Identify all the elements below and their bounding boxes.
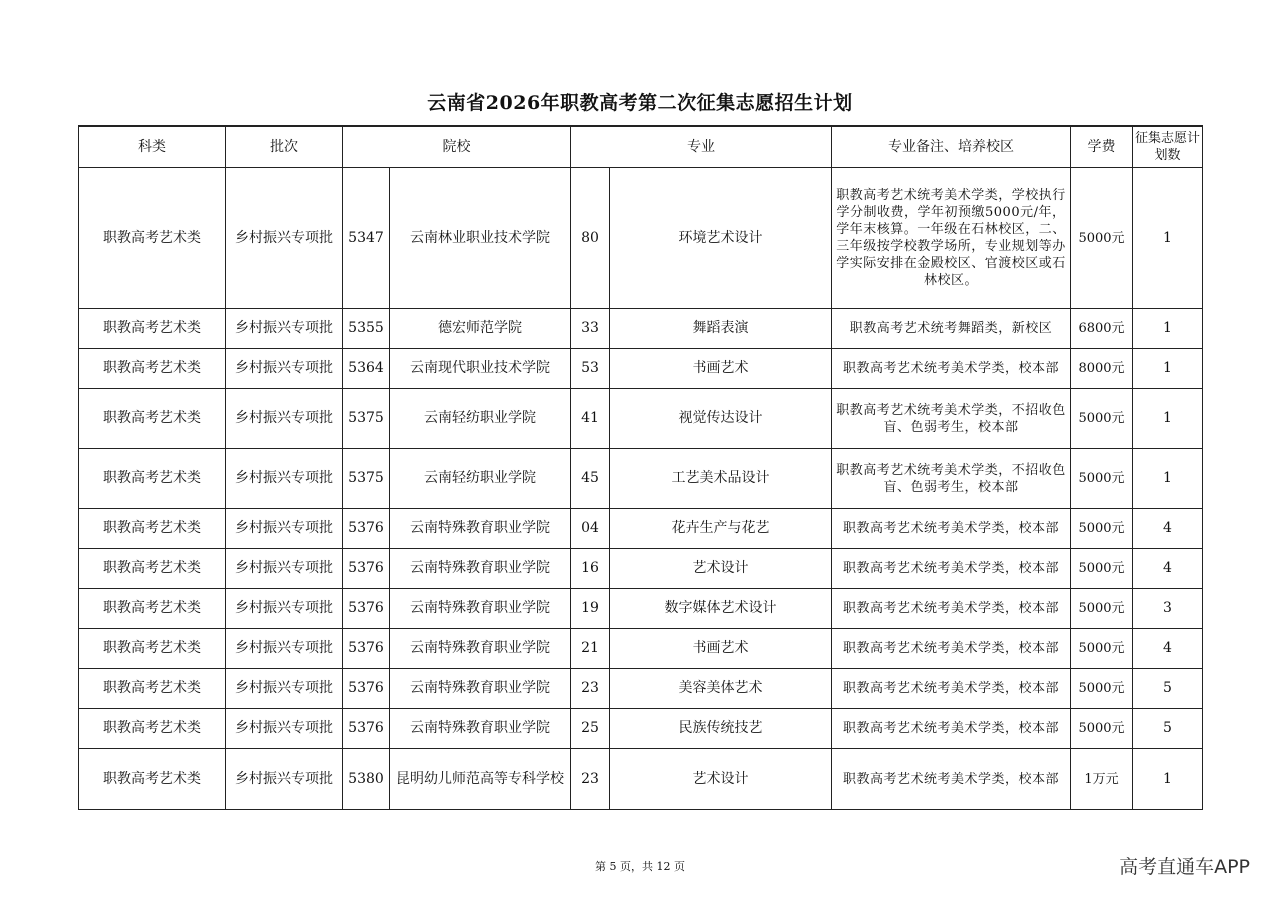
row-school: 昆明幼儿师范高等专科学校	[390, 749, 571, 810]
row-major: 书画艺术	[610, 629, 832, 669]
row-count: 1	[1133, 449, 1203, 509]
row-major-code: 25	[571, 709, 610, 749]
row-count: 5	[1133, 669, 1203, 709]
header-major: 专业	[571, 126, 832, 168]
document-title: 云南省2026年职教高考第二次征集志愿招生计划	[427, 92, 853, 114]
row-fee: 5000元	[1071, 168, 1133, 309]
table-row	[79, 449, 1203, 509]
row-batch: 乡村振兴专项批	[226, 749, 343, 810]
row-category: 职教高考艺术类	[79, 709, 226, 749]
row-school: 云南特殊教育职业学院	[390, 549, 571, 589]
row-batch: 乡村振兴专项批	[226, 629, 343, 669]
row-count: 4	[1133, 629, 1203, 669]
table-row	[79, 749, 1203, 810]
row-school-code: 5355	[343, 309, 390, 349]
row-batch: 乡村振兴专项批	[226, 389, 343, 449]
row-note: 职教高考艺术统考美术学类，校本部	[832, 749, 1071, 810]
row-note: 职教高考艺术统考美术学类，不招收色盲、色弱考生，校本部	[832, 449, 1071, 509]
row-note: 职教高考艺术统考美术学类，校本部	[832, 509, 1071, 549]
row-school: 云南林业职业技术学院	[390, 168, 571, 309]
row-category: 职教高考艺术类	[79, 749, 226, 810]
row-note: 职教高考艺术统考美术学类，学校执行学分制收费，学年初预缴5000元/年，学年末核算。一年级在石林校区，二、三年级按学校教学场所，专业规划等办学实际安排在金殿校区、官渡校区或石林校区。	[832, 168, 1071, 309]
header-school: 院校	[343, 126, 571, 168]
row-school: 云南现代职业技术学院	[390, 349, 571, 389]
row-school: 云南轻纺职业学院	[390, 389, 571, 449]
row-fee: 5000元	[1071, 389, 1133, 449]
header-note: 专业备注、培养校区	[832, 126, 1071, 168]
row-category: 职教高考艺术类	[79, 349, 226, 389]
row-major-code: 33	[571, 309, 610, 349]
row-major-code: 23	[571, 749, 610, 810]
table-row	[79, 549, 1203, 589]
row-major: 环境艺术设计	[610, 168, 832, 309]
row-major-code: 19	[571, 589, 610, 629]
row-category: 职教高考艺术类	[79, 309, 226, 349]
table-header-row	[79, 126, 1203, 168]
row-batch: 乡村振兴专项批	[226, 589, 343, 629]
row-fee: 6800元	[1071, 309, 1133, 349]
row-major: 数字媒体艺术设计	[610, 589, 832, 629]
row-major: 舞蹈表演	[610, 309, 832, 349]
row-major: 书画艺术	[610, 349, 832, 389]
row-count: 1	[1133, 389, 1203, 449]
row-note: 职教高考艺术统考美术学类，校本部	[832, 549, 1071, 589]
row-school: 德宏师范学院	[390, 309, 571, 349]
row-category: 职教高考艺术类	[79, 509, 226, 549]
table-row	[79, 669, 1203, 709]
row-category: 职教高考艺术类	[79, 589, 226, 629]
row-major: 视觉传达设计	[610, 389, 832, 449]
row-school-code: 5375	[343, 389, 390, 449]
row-major: 艺术设计	[610, 549, 832, 589]
row-school: 云南特殊教育职业学院	[390, 709, 571, 749]
header-count: 征集志愿计划数	[1133, 126, 1203, 168]
table-row	[79, 589, 1203, 629]
row-school-code: 5376	[343, 709, 390, 749]
row-school-code: 5376	[343, 629, 390, 669]
row-major: 民族传统技艺	[610, 709, 832, 749]
row-batch: 乡村振兴专项批	[226, 449, 343, 509]
row-major-code: 23	[571, 669, 610, 709]
row-batch: 乡村振兴专项批	[226, 509, 343, 549]
row-school: 云南特殊教育职业学院	[390, 509, 571, 549]
row-major-code: 21	[571, 629, 610, 669]
row-note: 职教高考艺术统考美术学类，校本部	[832, 589, 1071, 629]
row-fee: 5000元	[1071, 449, 1133, 509]
row-school: 云南特殊教育职业学院	[390, 629, 571, 669]
row-school: 云南特殊教育职业学院	[390, 669, 571, 709]
table-row	[79, 389, 1203, 449]
row-category: 职教高考艺术类	[79, 449, 226, 509]
table-row	[79, 309, 1203, 349]
row-school-code: 5376	[343, 549, 390, 589]
table-row	[79, 629, 1203, 669]
row-category: 职教高考艺术类	[79, 669, 226, 709]
header-fee: 学费	[1071, 126, 1133, 168]
row-school-code: 5376	[343, 589, 390, 629]
table-row	[79, 168, 1203, 309]
header-category: 科类	[79, 126, 226, 168]
row-note: 职教高考艺术统考美术学类，不招收色盲、色弱考生，校本部	[832, 389, 1071, 449]
row-school-code: 5364	[343, 349, 390, 389]
row-major-code: 80	[571, 168, 610, 309]
row-category: 职教高考艺术类	[79, 389, 226, 449]
table-row	[79, 349, 1203, 389]
header-batch: 批次	[226, 126, 343, 168]
row-note: 职教高考艺术统考美术学类，校本部	[832, 349, 1071, 389]
row-fee: 5000元	[1071, 589, 1133, 629]
row-count: 1	[1133, 309, 1203, 349]
row-school-code: 5347	[343, 168, 390, 309]
row-major-code: 04	[571, 509, 610, 549]
row-batch: 乡村振兴专项批	[226, 549, 343, 589]
row-category: 职教高考艺术类	[79, 168, 226, 309]
table-row	[79, 509, 1203, 549]
row-major-code: 41	[571, 389, 610, 449]
row-school: 云南特殊教育职业学院	[390, 589, 571, 629]
row-note: 职教高考艺术统考美术学类，校本部	[832, 669, 1071, 709]
row-school-code: 5376	[343, 509, 390, 549]
row-major: 美容美体艺术	[610, 669, 832, 709]
row-major-code: 45	[571, 449, 610, 509]
row-count: 5	[1133, 709, 1203, 749]
watermark: 高考直通车APP	[1119, 856, 1250, 878]
row-batch: 乡村振兴专项批	[226, 669, 343, 709]
row-fee: 1万元	[1071, 749, 1133, 810]
table-row	[79, 709, 1203, 749]
row-fee: 5000元	[1071, 549, 1133, 589]
row-category: 职教高考艺术类	[79, 549, 226, 589]
row-count: 3	[1133, 589, 1203, 629]
row-major: 花卉生产与花艺	[610, 509, 832, 549]
row-batch: 乡村振兴专项批	[226, 709, 343, 749]
row-fee: 8000元	[1071, 349, 1133, 389]
row-school-code: 5375	[343, 449, 390, 509]
row-major: 艺术设计	[610, 749, 832, 810]
row-batch: 乡村振兴专项批	[226, 309, 343, 349]
row-note: 职教高考艺术统考舞蹈类，新校区	[832, 309, 1071, 349]
row-count: 1	[1133, 749, 1203, 810]
row-category: 职教高考艺术类	[79, 629, 226, 669]
row-school-code: 5376	[343, 669, 390, 709]
row-note: 职教高考艺术统考美术学类，校本部	[832, 629, 1071, 669]
row-note: 职教高考艺术统考美术学类，校本部	[832, 709, 1071, 749]
row-major-code: 53	[571, 349, 610, 389]
row-batch: 乡村振兴专项批	[226, 349, 343, 389]
row-major-code: 16	[571, 549, 610, 589]
row-count: 4	[1133, 509, 1203, 549]
row-school-code: 5380	[343, 749, 390, 810]
row-batch: 乡村振兴专项批	[226, 168, 343, 309]
enrollment-plan-table	[78, 125, 1203, 810]
row-count: 1	[1133, 168, 1203, 309]
page-footer: 第 5 页，共 12 页	[595, 860, 685, 873]
row-count: 1	[1133, 349, 1203, 389]
row-fee: 5000元	[1071, 709, 1133, 749]
row-fee: 5000元	[1071, 509, 1133, 549]
row-fee: 5000元	[1071, 629, 1133, 669]
row-fee: 5000元	[1071, 669, 1133, 709]
row-school: 云南轻纺职业学院	[390, 449, 571, 509]
row-major: 工艺美术品设计	[610, 449, 832, 509]
row-count: 4	[1133, 549, 1203, 589]
